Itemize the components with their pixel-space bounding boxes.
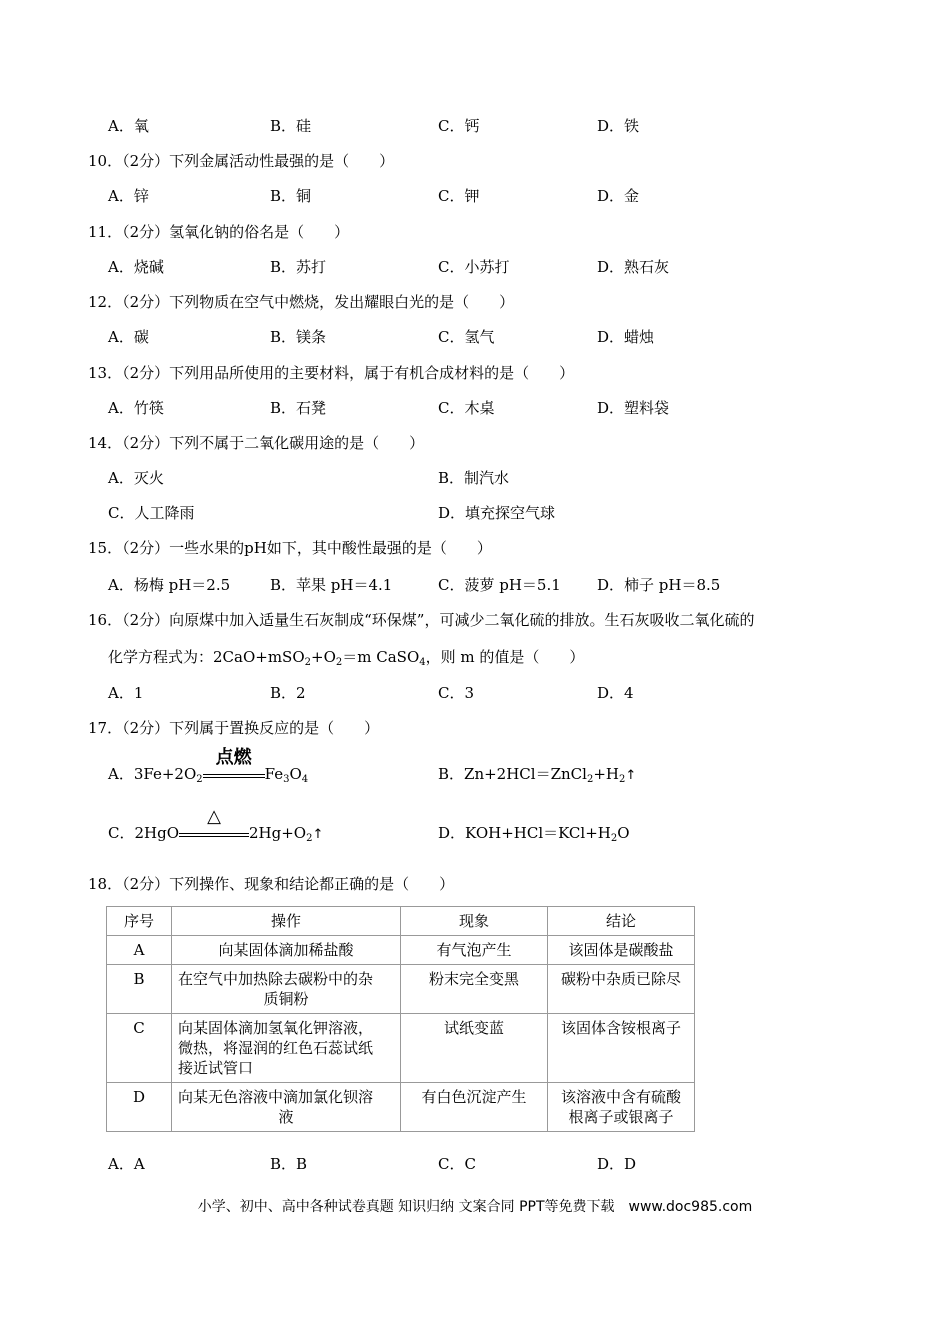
q18-option-d: D．D	[597, 1155, 637, 1173]
table-cell-operation: 在空气中加热除去碳粉中的杂 质铜粉	[172, 965, 401, 1014]
table-cell-phenomenon: 有气泡产生	[401, 936, 548, 965]
q17-option-a: A．$3Fe+2O_2$ 点燃 $Fe_3O_4$	[108, 747, 309, 785]
footer-banner: 小学、初中、高中各种试卷真题 知识归纳 文案合同 PPT等免费下载 www.doc985.com	[197, 1199, 753, 1215]
q17-option-c: C．2HgO △ $2Hg+O_2↑$	[108, 806, 324, 844]
q12-options	[0, 325, 950, 349]
q15-stem: 15．（2分）一些水果的pH如下，其中酸性最强的是（ ）	[88, 539, 492, 557]
q16-equation: 化学方程式为：$2CaO+mSO_2+O_2=m$ CaSO$_4$，则 m 的值是（ ）	[108, 648, 585, 668]
q16-stem: 16．（2分）向原煤中加入适量生石灰制成“环保煤”，可减少二氧化硫的排放。生石灰吸收二氧化硫的	[88, 611, 755, 629]
table-row	[107, 1014, 695, 1083]
q13-options	[0, 396, 950, 420]
q10-option-b: B．铜	[270, 187, 312, 205]
q12-option-c: C．氢气	[438, 328, 495, 346]
q13-option-a: A．竹筷	[108, 399, 164, 417]
table-row	[107, 1083, 695, 1132]
q14-option-c: C．人工降雨	[108, 504, 195, 522]
q16-option-c: C．3	[438, 684, 475, 702]
q12-option-a: A．碳	[108, 328, 149, 346]
q9-option-a: A．氧	[108, 117, 149, 135]
q10-option-d: D．金	[597, 187, 640, 205]
table-cell-operation: 向某固体滴加氢氧化钾溶液， 微热，将湿润的红色石蕊试纸 接近试管口	[172, 1014, 401, 1083]
table-cell-phenomenon: 试纸变蓝	[401, 1014, 548, 1083]
q10-option-c: C．钾	[438, 187, 480, 205]
q18-option-b: B．B	[270, 1155, 308, 1173]
q14-stem: 14．（2分）下列不属于二氧化碳用途的是（ ）	[88, 434, 425, 452]
q15-option-c: C．菠萝 pH＝5.1	[438, 576, 561, 594]
q17-option-b: B．$Zn+2HCl=ZnCl_2+H_2↑$	[438, 765, 637, 785]
q18-stem: 18．（2分）下列操作、现象和结论都正确的是（ ）	[88, 875, 455, 893]
q9-option-c: C．钙	[438, 117, 480, 135]
q9-option-d: D．铁	[597, 117, 640, 135]
table-cell-conclusion: 该固体含铵根离子	[548, 1014, 695, 1083]
q18-option-a: A．A	[108, 1155, 145, 1173]
table-cell-conclusion: 该溶液中含有硫酸 根离子或银离子	[548, 1083, 695, 1132]
q11-option-b: B．苏打	[270, 258, 327, 276]
q17-stem: 17．（2分）下列属于置换反应的是（ ）	[88, 719, 380, 737]
q11-stem: 11．（2分）氢氧化钠的俗名是（ ）	[88, 223, 350, 241]
table-cell-operation: 向某固体滴加稀盐酸	[172, 936, 401, 965]
q10-stem: 10．（2分）下列金属活动性最强的是（ ）	[88, 152, 395, 170]
q16-option-d: D．4	[597, 684, 634, 702]
q14-option-d: D．填充探空气球	[438, 504, 556, 522]
table-cell-conclusion: 碳粉中杂质已除尽	[548, 965, 695, 1014]
q15-option-b: B．苹果 pH＝4.1	[270, 576, 393, 594]
q11-options	[0, 255, 950, 279]
q17-options-row1	[0, 747, 950, 786]
table-header: 操作	[172, 907, 401, 936]
q11-option-d: D．熟石灰	[597, 258, 670, 276]
q9-option-b: B．硅	[270, 117, 312, 135]
q17-option-d: D．$KOH+HCl=KCl+H_2O$	[438, 824, 630, 844]
table-cell-id: C	[107, 1014, 172, 1083]
q15-option-d: D．柿子 pH＝8.5	[597, 576, 721, 594]
table-cell-operation: 向某无色溶液中滴加氯化钡溶 液	[172, 1083, 401, 1132]
q13-option-b: B．石凳	[270, 399, 327, 417]
q16-options	[0, 681, 950, 705]
table-cell-id: D	[107, 1083, 172, 1132]
q10-options	[0, 184, 950, 208]
q18-option-c: C．C	[438, 1155, 476, 1173]
q12-option-b: B．镁条	[270, 328, 327, 346]
q14-options-row1	[0, 466, 950, 490]
q14-options-row2	[0, 501, 950, 525]
q14-option-a: A．灭火	[108, 469, 164, 487]
q15-options	[0, 573, 950, 597]
table-cell-phenomenon: 有白色沉淀产生	[401, 1083, 548, 1132]
table-cell-id: B	[107, 965, 172, 1014]
q11-option-c: C．小苏打	[438, 258, 510, 276]
table-cell-conclusion: 该固体是碳酸盐	[548, 936, 695, 965]
q13-stem: 13．（2分）下列用品所使用的主要材料，属于有机合成材料的是（ ）	[88, 364, 575, 382]
q11-option-a: A．烧碱	[108, 258, 164, 276]
q15-option-a: A．杨梅 pH＝2.5	[108, 576, 231, 594]
table-header-row	[107, 907, 695, 936]
q12-option-d: D．蜡烛	[597, 328, 655, 346]
table-row	[107, 936, 695, 965]
q17-c-equals-sign: △	[179, 827, 249, 841]
q12-stem: 12．（2分）下列物质在空气中燃烧，发出耀眼白光的是（ ）	[88, 293, 515, 311]
q9-options	[0, 114, 950, 138]
q14-option-b: B．制汽水	[438, 469, 510, 487]
q16-option-a: A．1	[108, 684, 144, 702]
table-header: 序号	[107, 907, 172, 936]
table-cell-id: A	[107, 936, 172, 965]
q17-a-equals-sign: 点燃	[203, 768, 265, 782]
q16-option-b: B．2	[270, 684, 306, 702]
q17-options-row2	[0, 806, 950, 845]
q13-option-c: C．木桌	[438, 399, 495, 417]
table-cell-phenomenon: 粉末完全变黑	[401, 965, 548, 1014]
table-row	[107, 965, 695, 1014]
table-header: 现象	[401, 907, 548, 936]
q10-option-a: A．锌	[108, 187, 149, 205]
q18-options	[0, 1152, 950, 1176]
table-header: 结论	[548, 907, 695, 936]
q13-option-d: D．塑料袋	[597, 399, 670, 417]
q18-table	[106, 906, 695, 1132]
